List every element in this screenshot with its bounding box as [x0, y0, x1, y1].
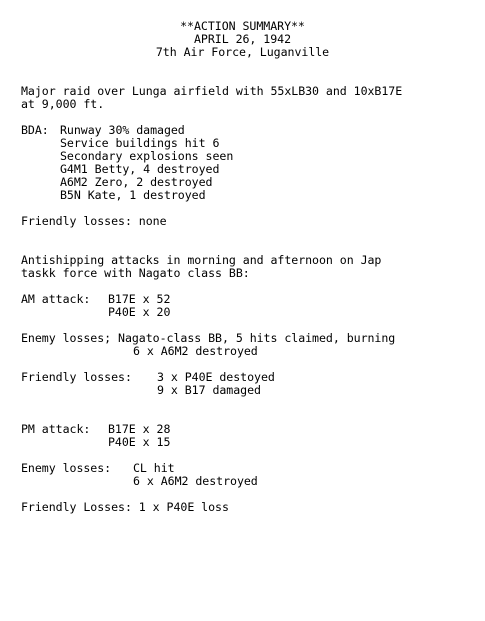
am-enemy-losses-line-2: 6 x A6M2 destroyed — [133, 344, 258, 358]
am-enemy-losses-line-1: Enemy losses; Nagato-class BB, 5 hits claimed, burning — [21, 331, 396, 345]
bda-item: Service buildings hit 6 — [60, 136, 220, 150]
bda-item: Runway 30% damaged — [60, 123, 185, 137]
pm-enemy-loss-item: 6 x A6M2 destroyed — [133, 474, 258, 488]
bda-item: B5N Kate, 1 destroyed — [60, 188, 206, 202]
bda-item: G4M1 Betty, 4 destroyed — [60, 162, 220, 176]
pm-attack-aircraft: P40E x 15 — [108, 435, 171, 449]
bda-label: BDA: — [21, 123, 49, 137]
am-friendly-loss-item: 9 x B17 damaged — [157, 383, 261, 397]
pm-enemy-loss-item: CL hit — [133, 461, 175, 475]
summary-unit: 7th Air Force, Luganville — [155, 45, 330, 59]
am-attack-aircraft: B17E x 52 — [108, 292, 171, 306]
pm-attack-label: PM attack: — [21, 422, 91, 436]
bda-item: Secondary explosions seen — [60, 149, 234, 163]
am-friendly-losses-label: Friendly losses: — [21, 370, 132, 384]
am-attack-label: AM attack: — [21, 292, 91, 306]
raid-description-line-1: Major raid over Lunga airfield with 55xLB30 and 10xB17E — [21, 84, 403, 98]
antishipping-line-2: taskk force with Nagato class BB: — [21, 266, 250, 280]
am-attack-aircraft: P40E x 20 — [108, 305, 171, 319]
summary-title: **ACTION SUMMARY** — [180, 19, 305, 33]
antishipping-line-1: Antishipping attacks in morning and afternoon on Jap — [21, 253, 382, 267]
pm-attack-aircraft: B17E x 28 — [108, 422, 171, 436]
raid-description-line-2: at 9,000 ft. — [21, 97, 105, 111]
am-friendly-loss-item: 3 x P40E destoyed — [157, 370, 275, 384]
pm-enemy-losses-label: Enemy losses: — [21, 461, 112, 475]
summary-date: APRIL 26, 1942 — [193, 32, 292, 46]
bda-item: A6M2 Zero, 2 destroyed — [60, 175, 213, 189]
raid-friendly-losses: Friendly losses: none — [21, 214, 167, 228]
pm-friendly-losses: Friendly Losses: 1 x P40E loss — [21, 500, 229, 514]
